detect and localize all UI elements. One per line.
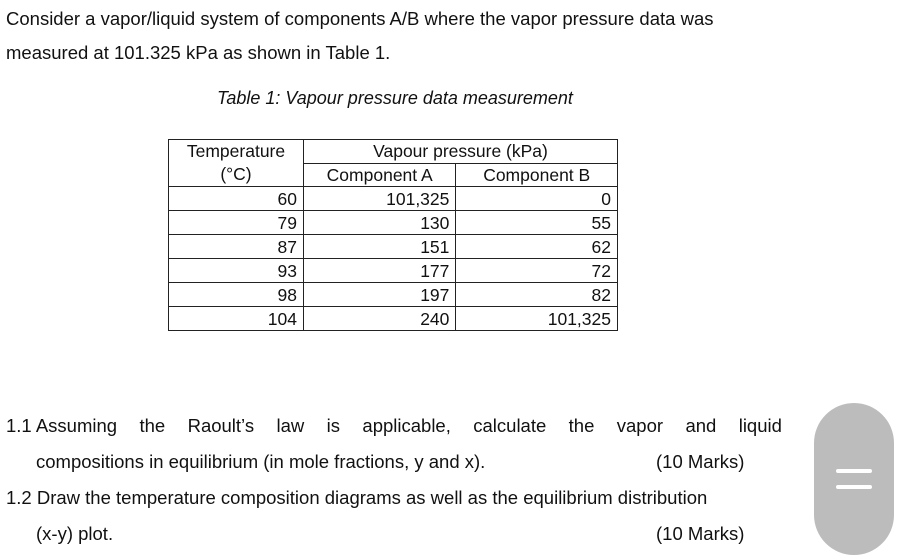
q1-word: liquid bbox=[738, 415, 782, 436]
scroll-handle[interactable] bbox=[814, 403, 894, 555]
table-row bbox=[169, 187, 618, 211]
q1-word: law bbox=[276, 415, 305, 436]
handle-grip-line-bottom bbox=[836, 485, 872, 489]
table-row bbox=[169, 283, 618, 307]
question-2-line-1: 1.2 Draw the temperature composition diagrams as well as the equilibrium distribution bbox=[6, 487, 708, 508]
table-body bbox=[169, 187, 618, 331]
q1-word: is bbox=[326, 415, 341, 436]
component-a-cell: 151 bbox=[304, 235, 456, 259]
temperature-cell: 60 bbox=[169, 187, 304, 211]
temperature-cell: 87 bbox=[169, 235, 304, 259]
temperature-cell: 79 bbox=[169, 211, 304, 235]
component-b-cell: 101,325 bbox=[456, 307, 618, 331]
intro-line-2: measured at 101.325 kPa as shown in Table 1. bbox=[6, 42, 391, 63]
temperature-cell: 93 bbox=[169, 259, 304, 283]
temperature-header-unit: (°C) bbox=[220, 164, 252, 184]
component-a-cell: 101,325 bbox=[304, 187, 456, 211]
intro-line-1: Consider a vapor/liquid system of components A/B where the vapor pressure data was bbox=[6, 8, 714, 29]
q1-word: and bbox=[685, 415, 717, 436]
table-row bbox=[169, 307, 618, 331]
component-b-cell: 82 bbox=[456, 283, 618, 307]
vapour-pressure-header: Vapour pressure (kPa) bbox=[304, 140, 618, 164]
component-b-cell: 62 bbox=[456, 235, 618, 259]
vapour-pressure-table bbox=[168, 139, 618, 331]
component-a-cell: 240 bbox=[304, 307, 456, 331]
component-b-cell: 0 bbox=[456, 187, 618, 211]
questions-section bbox=[6, 408, 782, 552]
q1-line-2-text: compositions in equilibrium (in mole fractions, y and x). bbox=[36, 451, 486, 472]
component-a-cell: 177 bbox=[304, 259, 456, 283]
q2-marks: (10 Marks) bbox=[656, 523, 745, 544]
component-b-cell: 55 bbox=[456, 211, 618, 235]
question-2-line-2 bbox=[6, 516, 782, 552]
q1-word: the bbox=[139, 415, 166, 436]
table-row bbox=[169, 259, 618, 283]
q1-word: Raoult’s bbox=[187, 415, 255, 436]
handle-grip-line-top bbox=[836, 469, 872, 473]
temperature-header-label: Temperature bbox=[186, 141, 286, 161]
temperature-cell: 104 bbox=[169, 307, 304, 331]
q1-word: the bbox=[568, 415, 595, 436]
table-caption: Table 1: Vapour pressure data measurement bbox=[217, 88, 573, 108]
question-1-line-1 bbox=[6, 408, 782, 444]
q1-word: 1.1 Assuming bbox=[6, 415, 118, 436]
q1-word: calculate bbox=[473, 415, 547, 436]
component-b-cell: 72 bbox=[456, 259, 618, 283]
table-row bbox=[169, 235, 618, 259]
temperature-header bbox=[169, 140, 304, 187]
component-a-header: Component A bbox=[304, 163, 456, 187]
q2-line-2-text: (x-y) plot. bbox=[36, 523, 114, 544]
component-a-cell: 130 bbox=[304, 211, 456, 235]
q1-word: vapor bbox=[616, 415, 664, 436]
temperature-cell: 98 bbox=[169, 283, 304, 307]
q1-word: applicable, bbox=[362, 415, 451, 436]
intro-paragraph bbox=[6, 2, 866, 70]
question-1-line-2 bbox=[6, 444, 782, 480]
component-b-header: Component B bbox=[456, 163, 618, 187]
table-row bbox=[169, 211, 618, 235]
component-a-cell: 197 bbox=[304, 283, 456, 307]
q1-marks: (10 Marks) bbox=[656, 451, 745, 472]
